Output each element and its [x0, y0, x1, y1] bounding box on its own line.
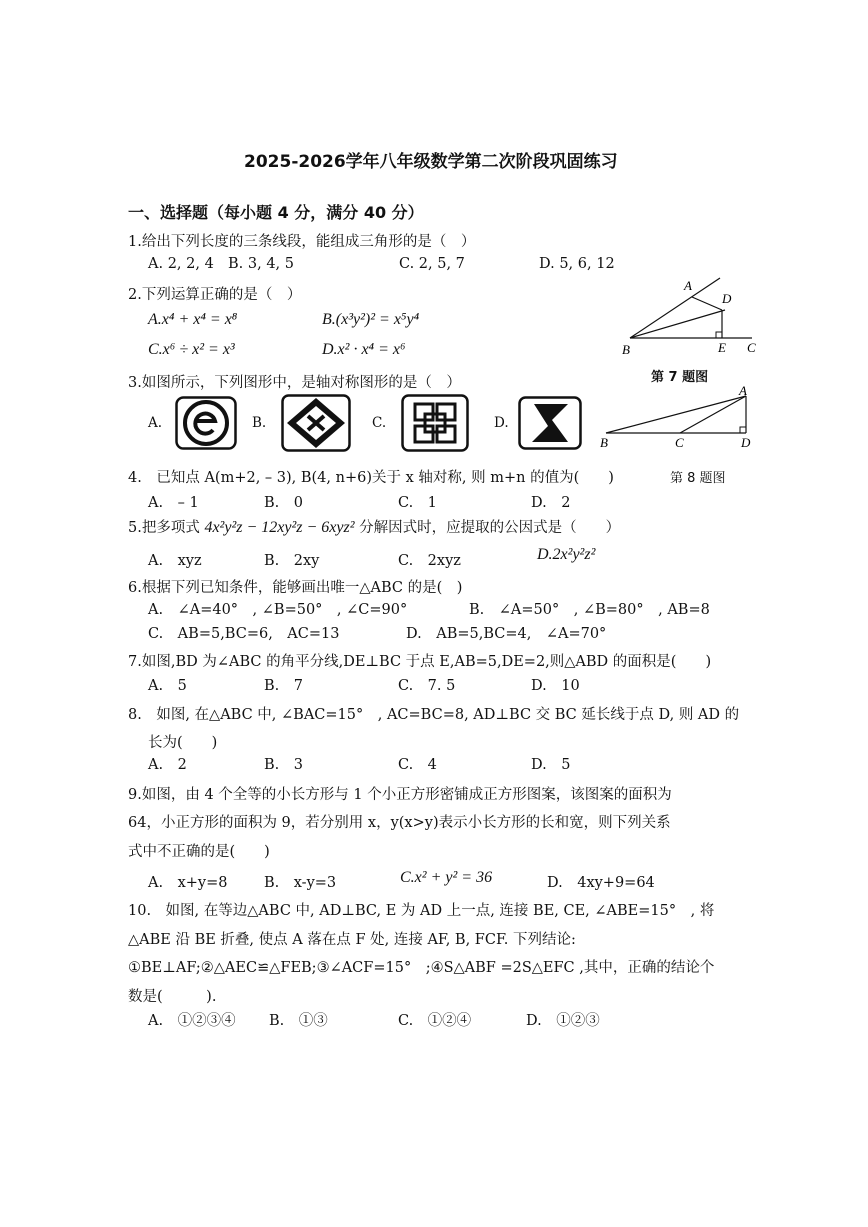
question-6: 6.根据下列已知条件，能够画出唯一△ABC 的是( ) [128, 580, 463, 596]
fig7-label-b: B [622, 342, 630, 357]
q9-option-a: A. x+y=8 [148, 875, 228, 891]
q4-option-a: A. – 1 [148, 495, 199, 511]
question-5 [128, 516, 620, 537]
question-10-line-3: ①BE⊥AF;②△AEC≌△FEB;③∠ACF=15° ;④S△ABF =2S△EFC ,其中，正确的结论个 [128, 960, 715, 976]
question-9-line-1: 9.如图，由 4 个全等的小长方形与 1 个小正方形密铺成正方形图案，该图案的面积为 [128, 787, 672, 803]
q8-option-a: A. 2 [148, 757, 187, 773]
q4-option-d: D. 2 [531, 495, 571, 511]
fig8-label-d: D [741, 435, 751, 450]
fig7-label-c: C [747, 340, 756, 355]
option-a-circle-e-icon [175, 396, 237, 450]
q1-option-a: A. 2, 2, 4 [148, 256, 214, 272]
q5-option-a: A. xyz [148, 553, 202, 569]
question-10-line-2: △ABE 沿 BE 折叠, 使点 A 落在点 F 处, 连接 AF, B, FCF. 下列结论: [128, 932, 576, 948]
question-10-line-1: 10. 如图, 在等边△ABC 中, AD⊥BC, E 为 AD 上一点, 连接 BE, CE, ∠ABE=15° , 将 [128, 903, 715, 919]
q5-text-before: 5.把多项式 [128, 520, 200, 536]
figure-7 [620, 270, 765, 380]
page-title: 2025-2026学年八年级数学第二次阶段巩固练习 [244, 152, 618, 172]
q6-option-a: A. ∠A=40° , ∠B=50° , ∠C=90° [148, 602, 408, 618]
q6-option-c: C. AB=5,BC=6, AC=13 [148, 626, 340, 642]
figure-7-caption: 第 7 题图 [651, 370, 709, 385]
q7-option-a: A. 5 [148, 678, 187, 694]
q10-option-d: D. ①②③ [526, 1013, 600, 1029]
q10-option-c: C. ①②④ [398, 1013, 472, 1029]
q2-option-c: C.x⁶ ÷ x² = x³ [148, 341, 235, 358]
q5-polynomial: 4x²y²z − 12xy²z − 6xyz² [204, 519, 355, 536]
q1-option-c: C. 2, 5, 7 [399, 256, 465, 272]
section-heading: 一、选择题（每小题 4 分，满分 40 分） [128, 203, 424, 222]
q6-option-d: D. AB=5,BC=4, ∠A=70° [406, 626, 607, 642]
fig7-label-e: E [718, 340, 726, 355]
question-3: 3.如图所示，下列图形中，是轴对称图形的是（ ） [128, 375, 461, 391]
question-10-line-4: 数是( ). [128, 989, 217, 1005]
q1-option-d: D. 5, 6, 12 [539, 256, 615, 272]
question-2: 2.下列运算正确的是（ ） [128, 287, 302, 303]
q3-option-b-label: B. [252, 415, 267, 431]
q3-option-d-label: D. [494, 415, 509, 431]
q5-text-after: 分解因式时，应提取的公因式是（ ） [359, 520, 621, 536]
option-d-s-shape-icon [518, 396, 582, 450]
q7-option-c: C. 7. 5 [398, 678, 456, 694]
question-4: 4. 已知点 A(m+2, – 3), B(4, n+6)关于 x 轴对称, 则 m+n 的值为( ) [128, 470, 614, 486]
q7-option-d: D. 10 [531, 678, 580, 694]
q2-option-b: B.(x³y²)² = x⁵y⁴ [322, 311, 420, 328]
q9-option-c: C.x² + y² = 36 [400, 869, 493, 886]
q3-option-c-label: C. [372, 415, 387, 431]
fig7-label-d: D [722, 291, 732, 306]
fig8-label-c: C [675, 435, 684, 450]
q10-option-a: A. ①②③④ [148, 1013, 236, 1029]
question-7: 7.如图,BD 为∠ABC 的角平分线,DE⊥BC 于点 E,AB=5,DE=2,则△ABD 的面积是( ) [128, 654, 712, 670]
option-b-arrows-icon [281, 394, 351, 452]
question-1: 1.给出下列长度的三条线段，能组成三角形的是（ ） [128, 234, 476, 250]
q1-option-b: B. 3, 4, 5 [228, 256, 294, 272]
question-8-line-2: 长为( ) [148, 735, 218, 751]
q7-option-b: B. 7 [264, 678, 303, 694]
q10-option-b: B. ①③ [269, 1013, 328, 1029]
fig8-label-b: B [600, 435, 608, 450]
question-9-line-2: 64，小正方形的面积为 9，若分别用 x，y(x>y)表示小长方形的长和宽，则下列关系 [128, 815, 671, 831]
figure-8-caption: 第 8 题图 [670, 471, 726, 486]
q4-option-c: C. 1 [398, 495, 437, 511]
q5-option-b: B. 2xy [264, 553, 320, 569]
q5-option-c: C. 2xyz [398, 553, 461, 569]
q2-option-d: D.x² · x⁴ = x⁶ [322, 341, 406, 358]
q9-option-b: B. x-y=3 [264, 875, 337, 891]
q3-option-a-label: A. [148, 415, 163, 431]
question-9-line-3: 式中不正确的是( ) [128, 844, 270, 860]
figure-8 [598, 383, 763, 453]
q6-option-b: B. ∠A=50° , ∠B=80° , AB=8 [469, 602, 710, 618]
q4-option-b: B. 0 [264, 495, 303, 511]
fig7-label-a: A [684, 278, 692, 293]
q8-option-d: D. 5 [531, 757, 571, 773]
fig8-label-a: A [739, 383, 747, 398]
question-8-line-1: 8. 如图, 在△ABC 中, ∠BAC=15° , AC=BC=8, AD⊥BC 交 BC 延长线于点 D, 则 AD 的 [128, 707, 740, 723]
q2-option-a: A.x⁴ + x⁴ = x⁸ [148, 311, 238, 328]
q9-option-d: D. 4xy+9=64 [547, 875, 655, 891]
q5-option-d: D.2x²y²z² [537, 546, 596, 563]
option-c-knot-icon [401, 394, 469, 452]
q8-option-c: C. 4 [398, 757, 437, 773]
q8-option-b: B. 3 [264, 757, 303, 773]
